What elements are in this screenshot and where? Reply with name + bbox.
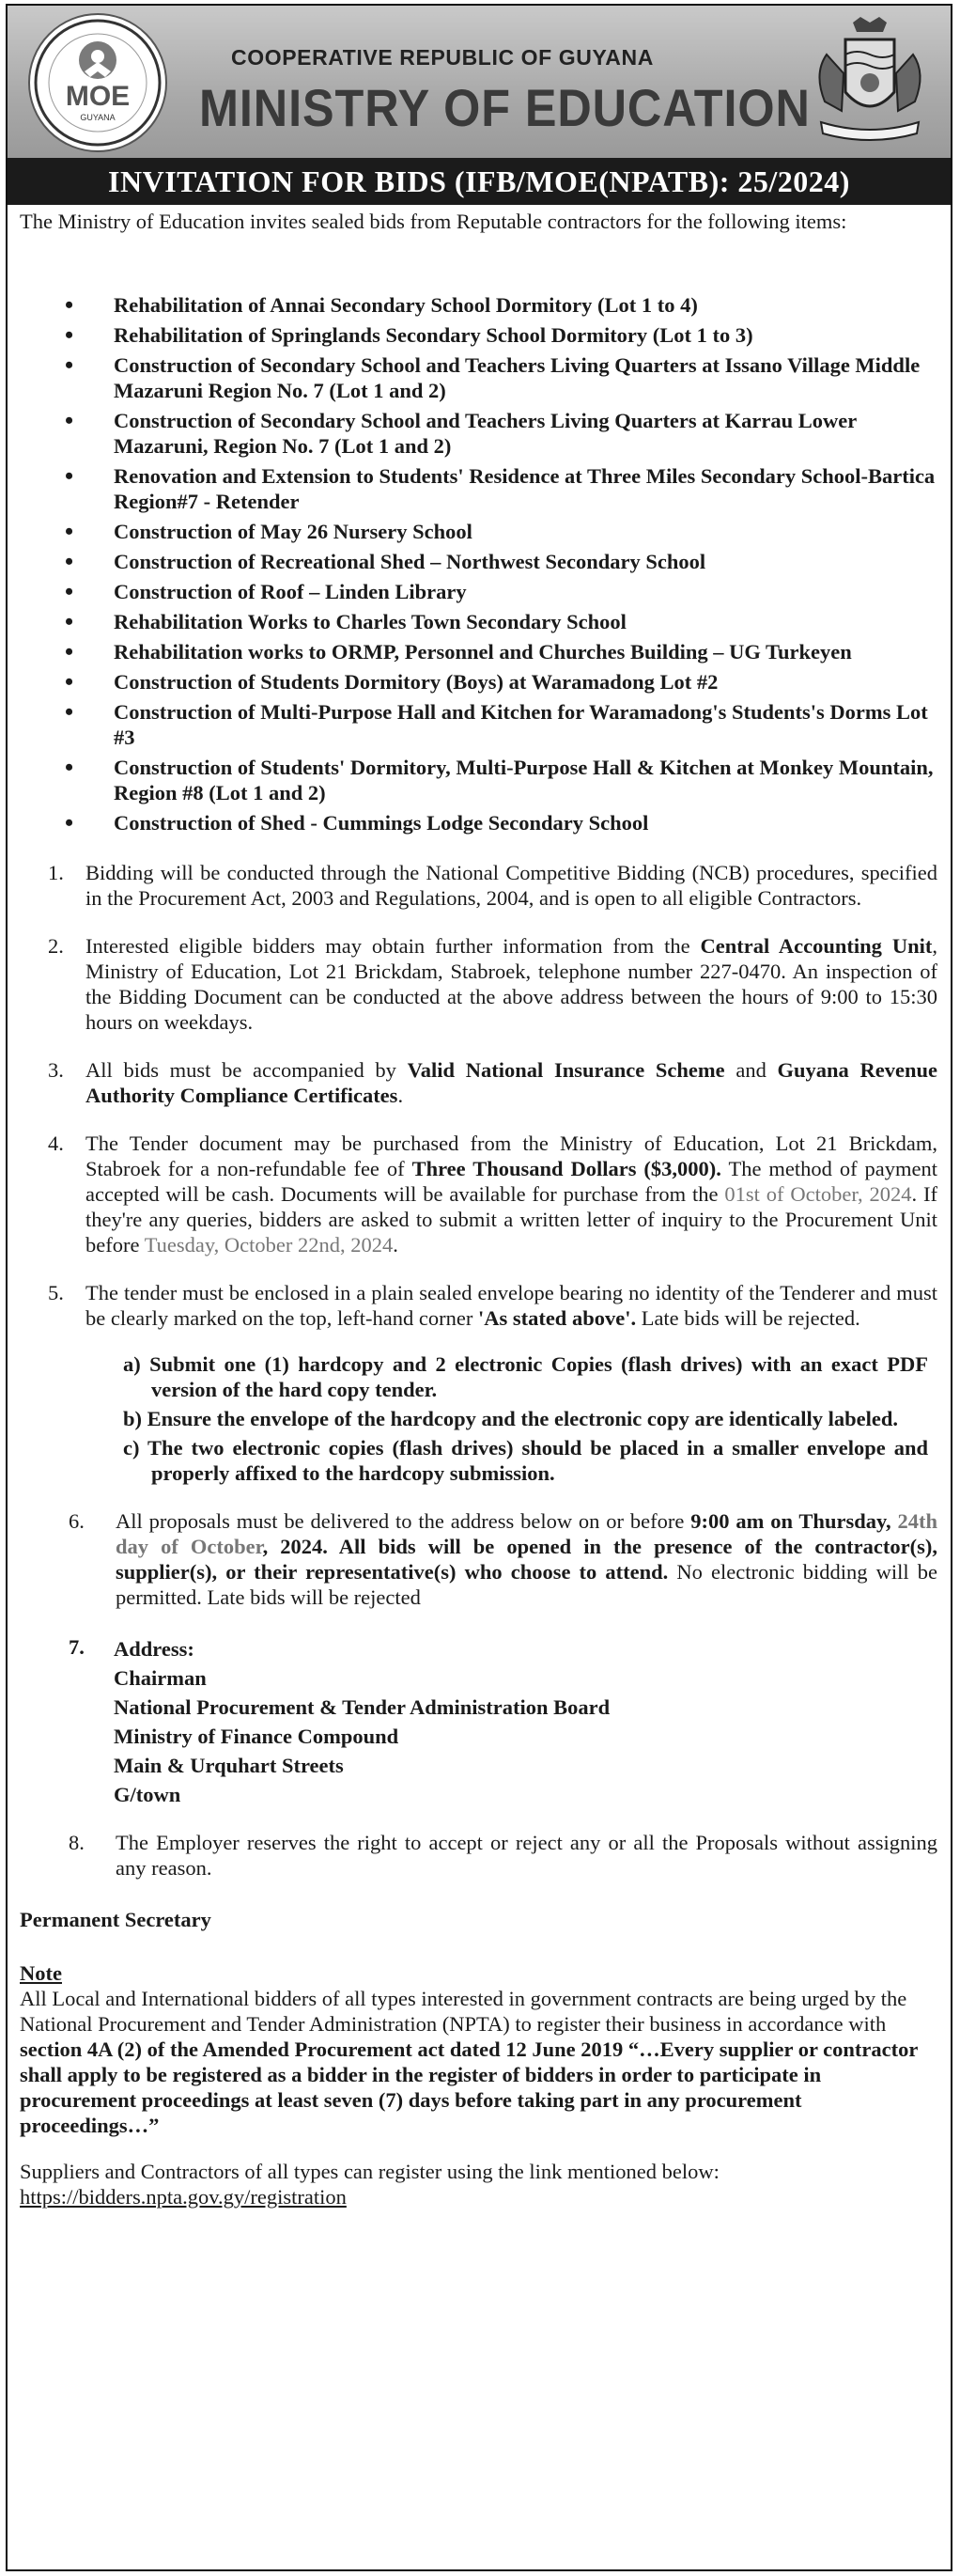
address-line: National Procurement & Tender Administration Board [114, 1695, 611, 1719]
date-text: Tuesday, October 22nd, 2024 [144, 1233, 394, 1257]
item-text: . If they're any queries, bidders are asked to submit a written letter of inquiry to the Procurement Unit before [85, 1182, 937, 1257]
item-text-bold: Guyana Revenue Authority Compliance Certificates [85, 1058, 937, 1107]
address-line: Address: [114, 1637, 194, 1661]
list-item: • Construction of May 26 Nursery School [65, 519, 937, 544]
list-item: • Construction of Secondary School and Teachers Living Quarters at Issano Village Middle Mazaruni Region No. 7 (Lot 1 and 2) [65, 352, 937, 403]
list-item: • Rehabilitation Works to Charles Town Secondary School [65, 609, 937, 634]
item-text: No electronic bidding will be permitted. Late bids will be rejected [116, 1560, 937, 1609]
item-number: 8. [69, 1831, 85, 1854]
address-line: Main & Urquhart Streets [114, 1754, 344, 1777]
list-item: • Construction of Multi-Purpose Hall and Kitchen for Waramadong's Students's Dorms Lot #3 [65, 699, 937, 750]
list-item: c) The two electronic copies (flash drives) should be placed in a smaller envelope and properly affixed to the hardcopy submission. [123, 1436, 928, 1485]
list-item: • Construction of Secondary School and Teachers Living Quarters at Karrau Lower Mazaruni, Region No. 7 (Lot 1 and 2) [65, 408, 937, 459]
signature-title: Permanent Secretary [20, 1908, 211, 1931]
item-number: 6. [69, 1509, 85, 1533]
item-text: All proposals must be delivered to the address below on or before [116, 1509, 691, 1533]
item-delivery [20, 1508, 937, 1610]
item-text-bold: 9:00 am on Thursday, [690, 1509, 898, 1533]
list-item: a) Submit one (1) hardcopy and 2 electronic Copies (flash drives) with an exact PDF version of the hard copy tender. [123, 1352, 928, 1401]
item-text: Interested eligible bidders may obtain further information from the [85, 934, 701, 958]
address-line: G/town [114, 1783, 181, 1806]
note-paragraph [20, 1986, 937, 2138]
list-item: • Construction of Students' Dormitory, Multi-Purpose Hall & Kitchen at Monkey Mountain, Region #8 (Lot 1 and 2) [65, 755, 937, 805]
republic-title: COOPERATIVE REPUBLIC OF GUYANA [231, 45, 654, 70]
item-number: 7. [69, 1635, 85, 1659]
list-item: b) Ensure the envelope of the hardcopy and the electronic copy are identically labeled. [123, 1407, 898, 1430]
date-text: 24th day of October [116, 1509, 937, 1558]
envelope-requirements [123, 1351, 937, 1486]
item-further-info [20, 933, 937, 1035]
item-text: . [393, 1233, 398, 1257]
coat-of-arms-icon [808, 17, 932, 148]
header-banner [8, 6, 951, 158]
item-text: All bids must be accompanied by [85, 1058, 408, 1082]
content [8, 205, 951, 2209]
list-item: • Rehabilitation works to ORMP, Personnel and Churches Building – UG Turkeyen [65, 639, 937, 664]
ministry-logo [28, 13, 167, 152]
address-line: Ministry of Finance Compound [114, 1725, 399, 1748]
logo-text: MOE [65, 81, 131, 112]
item-text: The Tender document may be purchased from the Ministry of Education, Lot 21 Brickdam, Stabroek for a non-refundable fee of [85, 1132, 937, 1180]
item-envelope [20, 1280, 937, 1331]
item-text-bold: , 2024. All bids will be opened in the presence of the contractor(s), supplier(s), or their representative(s) who choose to attend. [116, 1535, 937, 1584]
list-item: • Construction of Roof – Linden Library [65, 579, 937, 604]
item-text-bold: Valid National Insurance Scheme [407, 1058, 725, 1082]
project-list [20, 292, 937, 835]
item-text: Bidding will be conducted through the National Competitive Bidding (NCB) procedures, specified in the Procurement Act, 2003 and Regulations, 2004, and is open to all eligible Contractors. [85, 861, 937, 910]
item-text: The Employer reserves the right to accept or reject any or all the Proposals without assigning any reason. [116, 1831, 937, 1880]
list-item: • Construction of Recreational Shed – Northwest Secondary School [65, 549, 937, 574]
item-tender-document [20, 1131, 937, 1257]
address-line: Chairman [114, 1666, 207, 1690]
note-heading: Note [20, 1961, 62, 1985]
address-block [20, 1634, 937, 1809]
item-text: The tender must be enclosed in a plain sealed envelope bearing no identity of the Tenderer and must be clearly marked on the top, left-hand corner [85, 1281, 937, 1330]
registration-link[interactable]: https://bidders.npta.gov.gy/registration [20, 2185, 347, 2209]
item-text-bold: Three Thousand Dollars ($3,000). [411, 1157, 721, 1180]
intro-paragraph: The Ministry of Education invites sealed bids from Reputable contractors for the following items: [20, 210, 847, 233]
item-number: 3. [48, 1058, 64, 1082]
item-text-bold: Central Accounting Unit [700, 934, 933, 958]
list-item: • Construction of Shed - Cummings Lodge Secondary School [65, 810, 937, 835]
advertisement-page [6, 4, 952, 2571]
list-item: • Renovation and Extension to Students' Residence at Three Miles Secondary School-Bartica Region#7 - Retender [65, 463, 937, 514]
list-item: • Rehabilitation of Springlands Secondary School Dormitory (Lot 1 to 3) [65, 322, 937, 348]
item-certificates [20, 1057, 937, 1108]
logo-subtext: GUYANA [80, 113, 116, 122]
item-employer-rights [20, 1830, 937, 1881]
list-item: • Rehabilitation of Annai Secondary School Dormitory (Lot 1 to 4) [65, 292, 937, 318]
ministry-title: MINISTRY OF EDUCATION [199, 78, 811, 137]
item-number: 5. [48, 1281, 64, 1304]
item-text: , Ministry of Education, Lot 21 Brickdam, Stabroek, telephone number 227-0470. An inspection of the Bidding Document can be conducted at the above address between the hours of 9:00 to 15:30 hours on weekdays. [85, 934, 937, 1034]
item-text-bold: 'As stated above'. [477, 1306, 637, 1330]
date-text: 01st of October, 2024 [724, 1182, 912, 1206]
note-text: All Local and International bidders of all types interested in government contracts are being urged by the National Procurement and Tender Administration (NPTA) to register their business in accordance with [20, 1987, 907, 2036]
item-text: The method of payment accepted will be cash. Documents will be available for purchase from the [85, 1157, 937, 1206]
ifb-title-bar: INVITATION FOR BIDS (IFB/MOE(NPATB): 25/2024) [8, 158, 951, 205]
item-number: 1. [48, 861, 64, 884]
list-item: • Construction of Students Dormitory (Boys) at Waramadong Lot #2 [65, 669, 937, 695]
item-text: . [397, 1084, 404, 1107]
item-bidding-procedure [20, 860, 937, 911]
item-number: 4. [48, 1132, 64, 1155]
item-number: 2. [48, 934, 64, 958]
note-text-bold: section 4A (2) of the Amended Procurement act dated 12 June 2019 “…Every supplier or contractor shall apply to be registered as a bidder in the register of bidders in order to participate in procurement proceedings at least seven (7) days before taking part in any procurement proceedings…” [20, 2037, 918, 2137]
item-text: Late bids will be rejected. [636, 1306, 860, 1330]
register-text: Suppliers and Contractors of all types can register using the link mentioned below: [20, 2160, 720, 2183]
item-text: and [724, 1058, 778, 1082]
